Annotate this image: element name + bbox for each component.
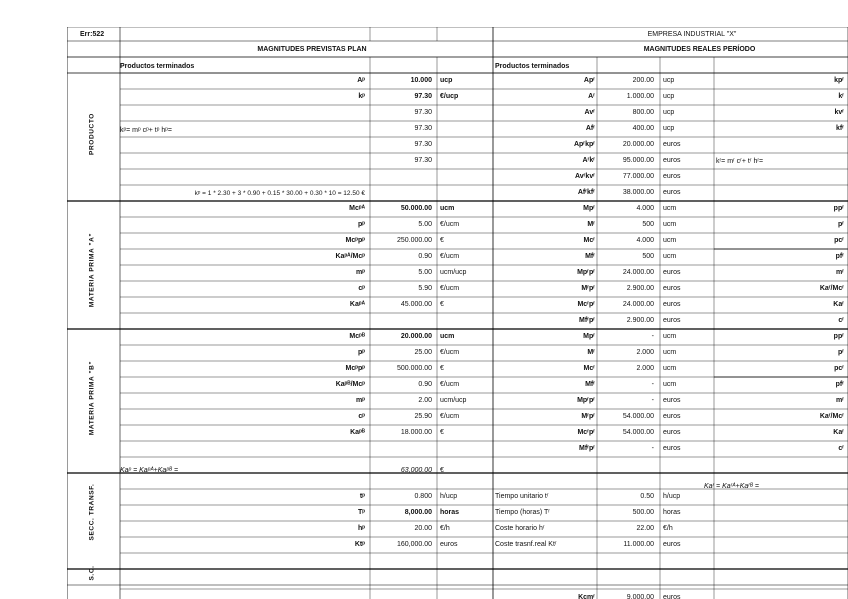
section-last: S.C. (88, 565, 96, 581)
plan-ka-total-unit: € (440, 467, 444, 474)
plan-row-label: pᵖ (357, 349, 365, 356)
company-name: EMPRESA INDUSTRIAL "X" (647, 31, 737, 38)
plan-row-value: 0.90 (418, 253, 432, 260)
real-row-unit: euros (663, 157, 681, 164)
real-row-label: Afʳkfʳ (577, 189, 595, 196)
plan-row-label: kᵖ (358, 93, 365, 100)
plan-row-value: 250.000.00 (396, 237, 432, 244)
plan-row-unit: € (440, 301, 444, 308)
real-row-extra: pcʳ (834, 237, 844, 244)
real-row-label: Mpʳ (583, 333, 595, 340)
real-row-unit: euros (663, 397, 681, 404)
real-row-unit: ucm (663, 333, 677, 340)
real-row-label: Avʳ (584, 109, 595, 116)
real-row-label: Mcʳpʳ (577, 429, 595, 436)
real-row-label: Aʳ (588, 93, 595, 100)
real-row-value: - (651, 445, 654, 452)
real-row-value: - (651, 381, 654, 388)
real-row-label: Avʳkvʳ (574, 173, 595, 180)
real-row-unit: euros (663, 141, 681, 148)
real-row-unit: euros (663, 173, 681, 180)
real-row-value: 2.000 (636, 349, 654, 356)
real-row-label: Mpʳpʳ (577, 269, 595, 276)
plan-row-unit: €/ucm (440, 349, 460, 356)
real-row-label: Mcʳ (583, 365, 595, 372)
real-row-value: 54.000.00 (622, 429, 654, 436)
real-row-extra: Kaʳ (833, 429, 844, 436)
real-row-label: Mpʳpʳ (577, 397, 595, 404)
section-producto: PRODUCTO (88, 113, 96, 155)
real-ka-formula: Kaʳ = Kaʳᴬ+Kaʳᴮ = (704, 483, 760, 490)
real-row-unit: ucm (663, 221, 677, 228)
plan-row-label: Kaᵖᴬ (349, 301, 365, 308)
real-row-unit: ucm (663, 205, 677, 212)
real-row-extra: kpʳ (834, 77, 844, 84)
real-row-extra: pʳ (837, 349, 844, 356)
plan-row-unit: €/ucm (440, 381, 460, 388)
plan-row-value: 20.00 (414, 525, 432, 532)
plan-row-unit: h/ucp (440, 493, 458, 500)
plan-row-label: cᵖ (358, 285, 365, 292)
plan-row-label: cᵖ (358, 413, 365, 420)
real-row-extra: pcʳ (834, 365, 844, 372)
real-row-label: Apʳ (583, 77, 595, 84)
real-row-value: 500.00 (632, 509, 654, 516)
plan-row-value: 500.000.00 (396, 365, 432, 372)
real-row-value: 800.00 (632, 109, 654, 116)
real-row-value: 200.00 (632, 77, 654, 84)
real-row-extra: mʳ (836, 269, 844, 276)
plan-row-value: 0.800 (414, 493, 432, 500)
real-row-label: Mʳpʳ (581, 413, 595, 420)
real-cost-formula: kʳ= mʳ cʳ+ tʳ hʳ= (716, 158, 764, 165)
real-row-unit: h/ucp (663, 493, 681, 500)
real-row-value: 1.000.00 (626, 93, 654, 100)
plan-row-value: 97.30 (414, 93, 432, 100)
real-row-value: 11.000.00 (623, 541, 654, 548)
plan-row-unit: euros (440, 541, 458, 548)
plan-row-label: Kaᵖᴮ/Mcᵖ (335, 381, 365, 388)
real-kcm-value: 9.000.00 (626, 594, 654, 599)
real-row-extra: kʳ (838, 93, 844, 100)
plan-ka-total: 63,000.00 (400, 467, 432, 474)
real-row-unit: ucm (663, 237, 677, 244)
plan-row-value: 97.30 (414, 157, 432, 164)
real-row-label: Afʳ (585, 125, 595, 132)
real-row-extra: kfʳ (836, 125, 844, 132)
plan-row-unit: ucm (440, 333, 455, 340)
plan-row-value: 18.000.00 (400, 429, 432, 436)
plan-row-label: Tᵖ (357, 509, 365, 516)
plan-row-label: Mcᵖpᵖ (345, 365, 365, 372)
real-row-label: Tiempo (horas) Tʳ (495, 509, 550, 516)
real-row-unit: euros (663, 301, 681, 308)
plan-row-value: 2.00 (418, 397, 432, 404)
real-row-unit: ucm (663, 365, 677, 372)
real-row-value: 20.000.00 (622, 141, 654, 148)
plan-row-label: Mcᵖᴮ (349, 333, 365, 340)
real-row-extra: ppʳ (833, 205, 844, 212)
plan-row-unit: €/h (440, 525, 450, 532)
spreadsheet (67, 27, 848, 599)
plan-row-value: 20.000.00 (400, 333, 432, 340)
plan-row-value: 25.00 (414, 349, 432, 356)
real-row-label: Mpʳ (583, 205, 595, 212)
real-row-value: 2.900.00 (626, 317, 654, 324)
real-row-extra: ppʳ (833, 333, 844, 340)
section-materia-a: MATERIA PRIMA "A" (88, 232, 96, 308)
real-row-value: 38.000.00 (622, 189, 654, 196)
real-row-extra: Kaʳ/Mcʳ (819, 285, 844, 292)
real-row-label: Mcʳpʳ (577, 301, 595, 308)
plan-row-unit: € (440, 365, 444, 372)
plan-row-unit: horas (440, 509, 460, 516)
plan-row-label: Kaᵖᴮ (350, 429, 365, 436)
plan-row-unit: ucm/ucp (440, 269, 467, 276)
plan-row-value: 0.90 (418, 381, 432, 388)
plan-row-value: 5.00 (418, 269, 432, 276)
real-row-label: Mʳ (587, 349, 595, 356)
real-row-extra: mʳ (836, 397, 844, 404)
plan-row-value: 8,000.00 (404, 509, 432, 516)
plan-row-value: 5.90 (418, 285, 432, 292)
real-row-value: 77.000.00 (622, 173, 654, 180)
plan-row-value: 97.30 (414, 141, 432, 148)
real-row-value: 22.00 (636, 525, 654, 532)
plan-row-label: Mcᵖᴬ (349, 205, 365, 212)
real-row-unit: ucp (663, 125, 675, 132)
plan-row-label: tᵖ (359, 493, 365, 500)
plan-row-value: 97.30 (414, 125, 432, 132)
real-row-unit: ucm (663, 349, 677, 356)
real-row-value: 500 (642, 221, 654, 228)
real-row-extra: cʳ (838, 445, 844, 452)
plan-cost-formula: kᵖ= mᵖ cᵖ+ tᵖ hᵖ= (120, 127, 172, 134)
real-row-unit: euros (663, 189, 681, 196)
real-row-label: Mʳ (587, 221, 595, 228)
real-row-unit: ucm (663, 253, 677, 260)
plan-row-value: 50.000.00 (400, 205, 432, 212)
real-row-value: 95.000.00 (622, 157, 654, 164)
plan-row-value: 10.000 (410, 77, 432, 84)
plan-row-unit: €/ucm (440, 413, 460, 420)
plan-row-label: mᵖ (356, 269, 365, 276)
plan-products-title: Productos terminados (120, 63, 195, 70)
real-row-unit: ucp (663, 109, 675, 116)
real-products-title: Productos terminados (495, 63, 570, 70)
real-row-label: Mfʳ (585, 253, 595, 260)
plan-row-value: 5.00 (418, 221, 432, 228)
real-row-unit: horas (663, 509, 681, 516)
real-row-extra: kvʳ (834, 109, 844, 116)
real-row-label: Mfʳpʳ (579, 317, 595, 324)
real-row-label: Mcʳ (583, 237, 595, 244)
plan-row-value: 97.30 (414, 109, 432, 116)
plan-row-label: hᵖ (357, 525, 365, 532)
plan-row-unit: €/ucm (440, 221, 460, 228)
real-row-value: 4.000 (636, 205, 654, 212)
real-row-unit: euros (663, 445, 681, 452)
real-row-value: 24.000.00 (622, 301, 654, 308)
plan-row-value: 160,000.00 (396, 541, 432, 548)
real-row-unit: euros (663, 285, 681, 292)
real-header: MAGNITUDES REALES PERÍODO (643, 46, 756, 53)
real-row-unit: euros (663, 413, 681, 420)
real-row-extra: Kaʳ/Mcʳ (819, 413, 844, 420)
plan-ka-formula: Kaᵖ = Kaᵖᴬ+Kaᵖᴮ = (120, 467, 179, 474)
real-row-label: Tiempo unitario tʳ (495, 493, 549, 500)
real-row-label: Mʳpʳ (581, 285, 595, 292)
real-row-label: Coste horario hʳ (495, 525, 545, 532)
real-row-unit: ucp (663, 77, 675, 84)
real-row-label: Mfʳpʳ (579, 445, 595, 452)
plan-row-label: Aᵖ (357, 77, 365, 84)
real-row-value: 400.00 (632, 125, 654, 132)
real-row-value: 54.000.00 (622, 413, 654, 420)
sheet-id: Err:522 (80, 31, 105, 38)
real-row-label: Coste trasnf.real Ktʳ (495, 541, 557, 548)
plan-row-value: 45.000.00 (400, 301, 432, 308)
real-row-value: - (651, 397, 654, 404)
real-row-extra: pfʳ (835, 253, 844, 260)
plan-row-unit: ucm (440, 205, 455, 212)
plan-row-unit: €/ucm (440, 285, 460, 292)
plan-row-unit: ucp (440, 77, 453, 84)
plan-row-label: pᵖ (357, 221, 365, 228)
plan-row-label: Ktᵖ (354, 541, 365, 548)
plan-row-value: 25.90 (414, 413, 432, 420)
section-secc-transf: SECC. TRANSF. (88, 483, 96, 541)
real-row-value: 24.000.00 (622, 269, 654, 276)
plan-row-label: mᵖ (356, 397, 365, 404)
plan-header: MAGNITUDES PREVISTAS PLAN (257, 46, 367, 53)
plan-row-unit: € (440, 237, 444, 244)
real-row-label: Mfʳ (585, 381, 595, 388)
plan-row-unit: ucm/ucp (440, 397, 467, 404)
real-row-unit: €/h (663, 525, 673, 532)
real-row-label: Apʳkpʳ (573, 141, 595, 148)
plan-row-unit: € (440, 429, 444, 436)
plan-row-unit: €/ucp (440, 93, 459, 100)
real-row-extra: pʳ (837, 221, 844, 228)
real-row-extra: Kaʳ (833, 301, 844, 308)
real-row-value: 4.000 (636, 237, 654, 244)
plan-row-label: Mcᵖpᵖ (345, 237, 365, 244)
plan-cost-calculation: kᵖ = 1 * 2.30 + 3 * 0.90 + 0.15 * 30.00 + 0.30 * 10 = 12.50 € (194, 190, 365, 197)
section-materia-b: MATERIA PRIMA "B" (88, 360, 96, 436)
plan-row-label: Kaᵖᴬ/Mcᵖ (335, 253, 365, 260)
plan-row-unit: €/ucm (440, 253, 460, 260)
real-kcm-unit: euros (663, 594, 681, 599)
real-kcm-label: Kcmʳ (578, 594, 595, 599)
real-row-unit: euros (663, 269, 681, 276)
real-row-value: 500 (642, 253, 654, 260)
real-row-value: 0.50 (640, 493, 654, 500)
real-row-unit: euros (663, 317, 681, 324)
real-row-value: 2.900.00 (626, 285, 654, 292)
real-row-unit: euros (663, 429, 681, 436)
real-row-unit: ucm (663, 381, 677, 388)
real-row-label: Aʳkʳ (582, 157, 595, 164)
real-row-extra: pfʳ (835, 381, 844, 388)
real-row-unit: ucp (663, 93, 675, 100)
real-row-value: - (651, 333, 654, 340)
real-row-value: 2.000 (636, 365, 654, 372)
real-row-unit: euros (663, 541, 681, 548)
real-row-extra: cʳ (838, 317, 844, 324)
